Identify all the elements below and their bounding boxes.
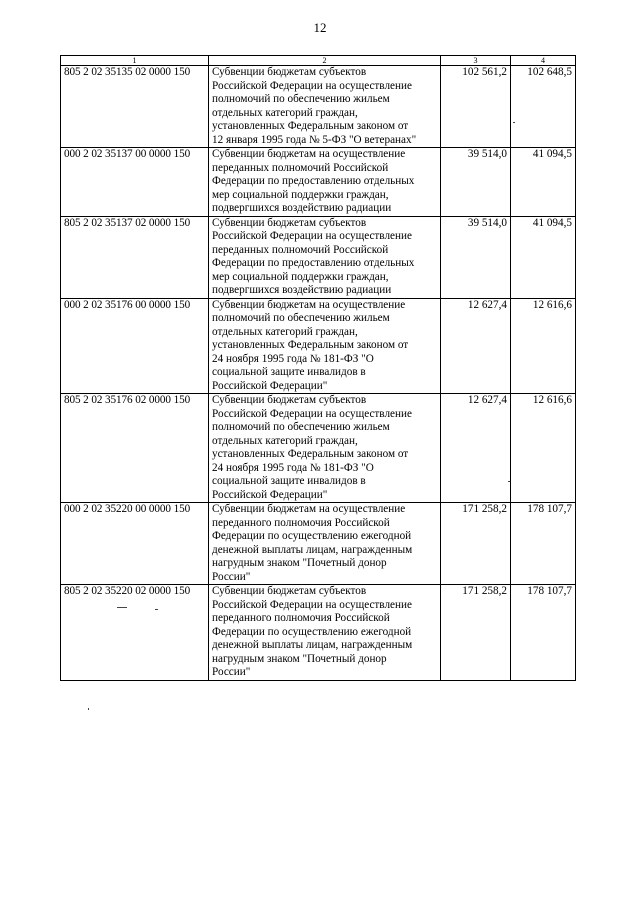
description-line: Субвенции бюджетам на осуществление (212, 503, 406, 515)
description-line: Российской Федерации" (212, 379, 328, 392)
amount-column-4-cell: 41 094,5 (511, 216, 576, 298)
description-line: Федерации по осуществлению ежегодной (212, 625, 412, 638)
description-line: Субвенции бюджетам на осуществление (212, 148, 406, 160)
description-line: Российской Федерации на осуществление (212, 79, 412, 92)
description-line: переданного полномочия Российской (212, 612, 390, 624)
table-row (61, 298, 576, 394)
description-line: подвергшихся воздействию радиации (212, 202, 392, 214)
column-number-1: 1 (61, 56, 209, 66)
description-line: России" (212, 570, 251, 583)
description-cell (209, 216, 441, 298)
description-line: Субвенции бюджетам субъектов (212, 66, 367, 78)
table-row (61, 216, 576, 298)
scan-speck (508, 481, 510, 482)
table-body (61, 66, 576, 681)
description-cell (209, 148, 441, 217)
table-header (61, 56, 576, 66)
description-line: установленных Федеральным законом от (212, 339, 409, 351)
description-line: Российской Федерации на осуществление (212, 407, 412, 420)
description-line: переданных полномочий Российской (212, 243, 389, 256)
scan-speck (513, 122, 515, 123)
table-row (61, 503, 576, 585)
page-number: 12 (313, 20, 327, 35)
table-row (61, 148, 576, 217)
description-line: мер социальной поддержки граждан, (212, 270, 389, 283)
scan-speck (155, 609, 158, 610)
amount-column-4-cell: 178 107,7 (511, 585, 576, 681)
description-line: Федерации по осуществлению ежегодной (212, 530, 412, 542)
description-cell (209, 585, 441, 681)
description-line: полномочий по обеспечению жильем (212, 312, 390, 324)
amount-column-4-cell: 102 648,5 (511, 66, 576, 148)
description-line: Субвенции бюджетам субъектов (212, 394, 367, 406)
amount-column-4-cell: 178 107,7 (511, 503, 576, 585)
column-number-4: 4 (511, 56, 576, 66)
description-line: России" (212, 666, 251, 678)
description-line: денежной выплаты лицам, награжденным (212, 543, 413, 556)
description-line: установленных Федеральным законом от (212, 120, 409, 132)
description-line: денежной выплаты лицам, награжденным (212, 639, 413, 651)
amount-column-3-cell: 171 258,2 (441, 585, 511, 681)
description-line: 12 января 1995 года № 5-ФЗ "О ветеранах" (212, 133, 417, 146)
description-line: мер социальной поддержки граждан, (212, 188, 389, 201)
description-line: социальной защите инвалидов в (212, 475, 366, 487)
scan-speck (117, 607, 127, 608)
description-line: Субвенции бюджетам на осуществление (212, 298, 406, 311)
description-line: нагрудным знаком "Почетный донор (212, 652, 387, 665)
description-line: полномочий по обеспечению жильем (212, 421, 390, 433)
budget-code-cell: 805 2 02 35137 02 0000 150 (61, 216, 209, 298)
description-line: социальной защите инвалидов в (212, 366, 366, 378)
budget-code-cell: 000 2 02 35137 00 0000 150 (61, 148, 209, 217)
description-cell (209, 66, 441, 148)
amount-column-4-cell: 41 094,5 (511, 148, 576, 217)
amount-column-3-cell: 12 627,4 (441, 394, 511, 503)
description-line: отдельных категорий граждан, (212, 106, 358, 119)
table-row (61, 66, 576, 148)
budget-code-cell: 805 2 02 35220 02 0000 150 (61, 585, 209, 681)
description-cell (209, 298, 441, 394)
description-line: Субвенции бюджетам субъектов (212, 585, 367, 597)
description-line: нагрудным знаком "Почетный донор (212, 557, 387, 569)
description-line: Российской Федерации" (212, 488, 328, 501)
budget-code-cell: 000 2 02 35176 00 0000 150 (61, 298, 209, 394)
description-line: отдельных категорий граждан, (212, 325, 358, 338)
description-line: переданных полномочий Российской (212, 161, 389, 174)
description-line: установленных Федеральным законом от (212, 448, 409, 460)
column-number-2: 2 (209, 56, 441, 66)
description-line: Российской Федерации на осуществление (212, 598, 412, 611)
amount-column-3-cell: 12 627,4 (441, 298, 511, 394)
description-line: 24 ноября 1995 года № 181-ФЗ "О (212, 352, 374, 365)
scan-speck (88, 708, 89, 710)
amount-column-4-cell: 12 616,6 (511, 298, 576, 394)
budget-table (60, 55, 576, 681)
description-cell (209, 394, 441, 503)
amount-column-3-cell: 39 514,0 (441, 148, 511, 217)
table-row (61, 394, 576, 503)
description-line: Российской Федерации на осуществление (212, 230, 412, 242)
column-number-3: 3 (441, 56, 511, 66)
description-line: Федерации по предоставлению отдельных (212, 175, 415, 187)
amount-column-3-cell: 102 561,2 (441, 66, 511, 148)
description-line: подвергшихся воздействию радиации (212, 284, 392, 296)
amount-column-3-cell: 39 514,0 (441, 216, 511, 298)
description-line: полномочий по обеспечению жильем (212, 93, 390, 105)
amount-column-4-cell: 12 616,6 (511, 394, 576, 503)
table-row (61, 585, 576, 681)
budget-code-cell: 805 2 02 35176 02 0000 150 (61, 394, 209, 503)
budget-code-cell: 000 2 02 35220 00 0000 150 (61, 503, 209, 585)
description-line: Федерации по предоставлению отдельных (212, 257, 415, 269)
description-line: Субвенции бюджетам субъектов (212, 216, 367, 229)
description-line: переданного полномочия Российской (212, 516, 390, 529)
description-line: отдельных категорий граждан, (212, 434, 358, 447)
description-cell (209, 503, 441, 585)
description-line: 24 ноября 1995 года № 181-ФЗ "О (212, 461, 374, 474)
amount-column-3-cell: 171 258,2 (441, 503, 511, 585)
budget-code-cell: 805 2 02 35135 02 0000 150 (61, 66, 209, 148)
